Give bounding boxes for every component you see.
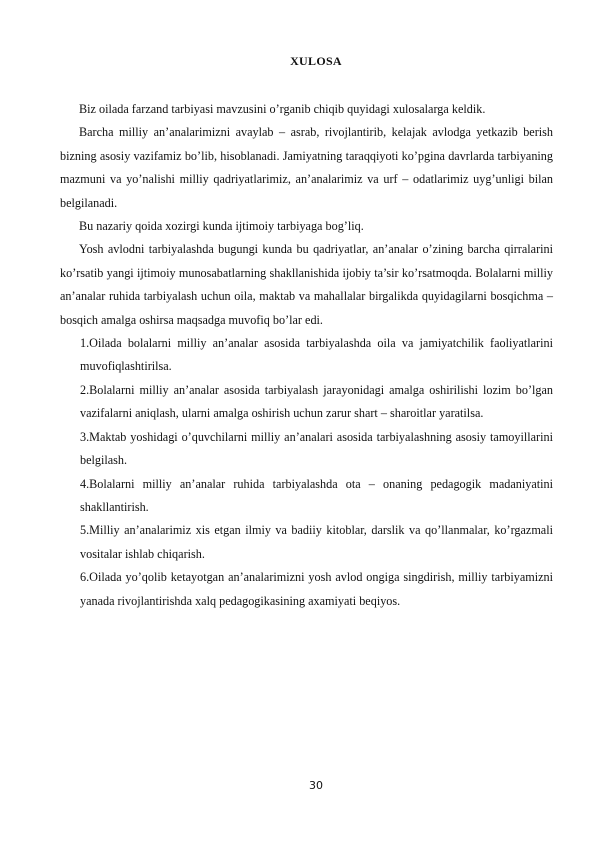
list-item: 1.Oilada bolalarni milliy an’analar asosida tarbiyalashda oila va jamiyatchilik faoliyatlarini muvofiqlashtirilsa. [80, 336, 553, 374]
body-paragraph: Barcha milliy an’analarimizni avaylab – asrab, rivojlantirib, kelajak avlodga yetkazib berish bizning asosiy vazifamiz bo’lib, hisoblanadi. Jamiyatning taraqqiyoti ko’pgina davrlarda tarbiyaning mazmuni va yo’nalishi milliy qadriyatlarimiz, an’analarimiz va urf – odatlarimiz uyg’unligi bilan belgilanadi. [60, 125, 553, 210]
list-item: 5.Milliy an’analarimiz xis etgan ilmiy va badiiy kitoblar, darslik va qo’llanmalar, ko’rgazmali vositalar ishlab chiqarish. [80, 523, 553, 561]
list-item: 2.Bolalarni milliy an’analar asosida tarbiyalash jarayonidagi amalga oshirilishi lozim bo’lgan vazifalarni aniqlash, ularni amalga oshirish uchun zarur shart – sharoitlar yaratilsa. [80, 382, 553, 421]
body-paragraph: Yosh avlodni tarbiyalashda bugungi kunda bu qadriyatlar, an’analar o’zining barcha qirralarini ko’rsatib yangi ijtimoiy munosabatlarning shakllanishida ijobiy ta’sir ko’rsatmoqda. Bolalarni milliy an’analar ruhida tarbiyalash uchun oila, maktab va mahallalar birgalikda quyidagilarni bosqichma – bosqich amalga oshirsa maqsadga muvofiq bo’lar edi. [60, 242, 553, 327]
list-item: 4.Bolalarni milliy an’analar ruhida tarbiyalashda ota – onaning pedagogik madaniyatini shakllantirish. [80, 476, 553, 514]
document-body [60, 98, 553, 613]
intro-paragraph: Biz oilada farzand tarbiyasi mavzusini o’rganib chiqib quyidagi xulosalarga keldik. [79, 102, 486, 116]
body-paragraph: Bu nazariy qoida xozirgi kunda ijtimoiy tarbiyaga bog’liq. [79, 219, 364, 234]
list-item: 3.Maktab yoshidagi o’quvchilarni milliy an’analari asosida tarbiyalashning asosiy tamoyillarini belgilash. [80, 429, 553, 468]
list-item: 6.Oilada yo’qolib ketayotgan an’analarimizni yosh avlod ongiga singdirish, milliy tarbiyamizni yanada rivojlantirishda xalq pedagogikasining axamiyati beqiyos. [80, 570, 553, 608]
page-number: 30 [309, 779, 323, 792]
recommendations-list [60, 332, 553, 613]
page-title: XULOSA [290, 54, 342, 68]
